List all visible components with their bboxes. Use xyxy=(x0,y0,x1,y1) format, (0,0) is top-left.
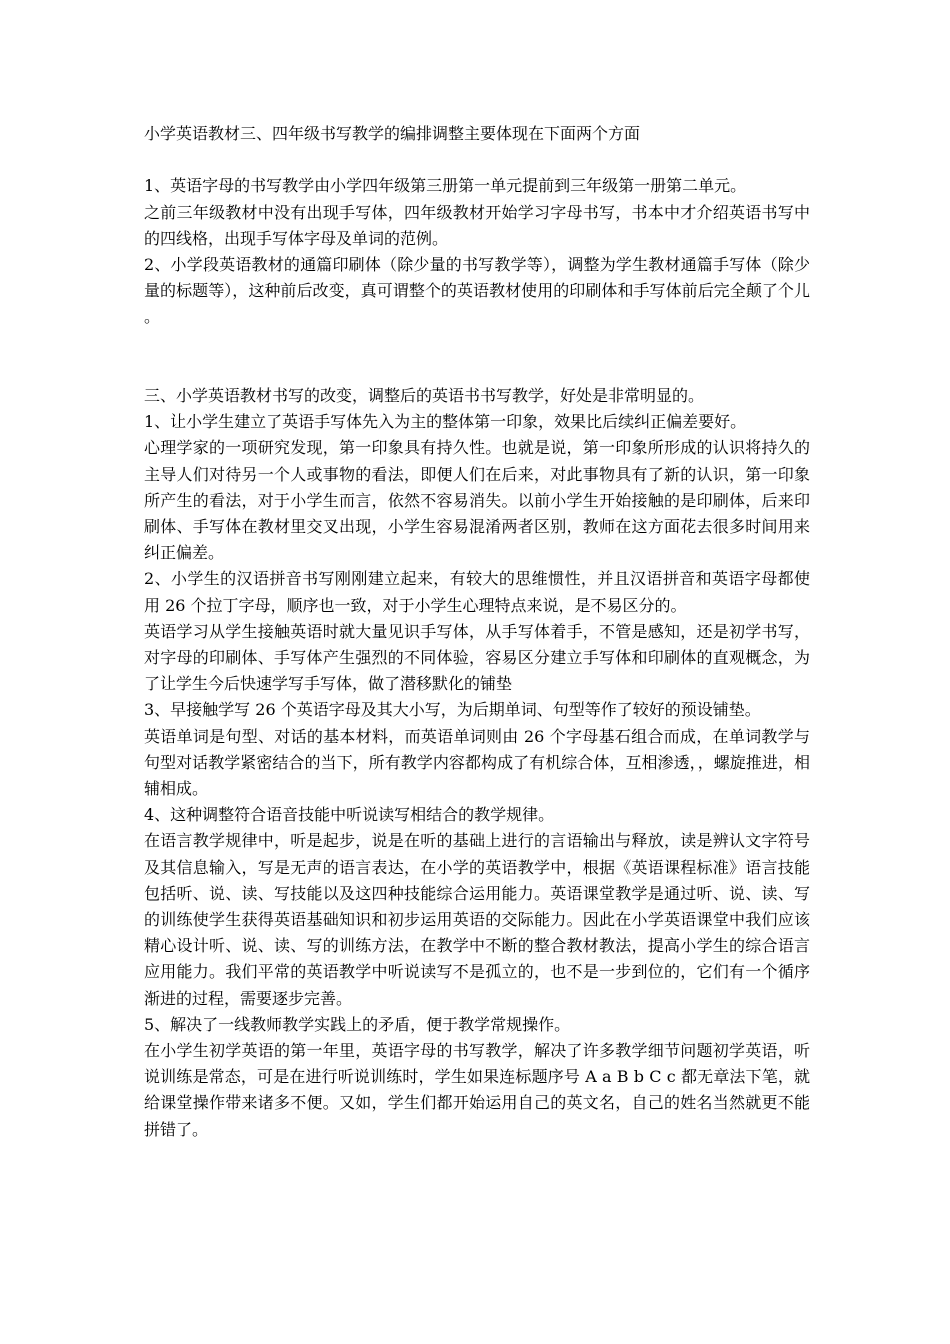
blank-line xyxy=(144,331,810,357)
paragraph: 之前三年级教材中没有出现手写体，四年级教材开始学习字母书写，书本中才介绍英语书写中的四线格，出现手写体字母及单词的范例。 xyxy=(144,202,810,248)
paragraph: 心理学家的一项研究发现，第一印象具有持久性。也就是说，第一印象所形成的认识将持久的主导人们对待另一个人或事物的看法，即便人们在后来，对此事物具有了新的认识，第一印象所产生的看法，对于小学生而言，依然不容易消失。以前小学生开始接触的是印刷体，后来印刷体、手写体在教材里交叉出现，小学生容易混淆两者区别，教师在这方面花去很多时间用来纠正偏差。 xyxy=(144,438,810,563)
paragraph: 2、小学段英语教材的通篇印刷体（除少量的书写教学等），调整为学生教材通篇手写体（除少量的标题等），这种前后改变，真可谓整个的英语教材使用的印刷体和手写体前后完全颠了个儿。 xyxy=(144,255,810,327)
paragraph: 4、这种调整符合语音技能中听说读写相结合的教学规律。 xyxy=(144,805,555,825)
paragraph: 3、早接触学写 26 个英语字母及其大小写，为后期单词、句型等作了较好的预设铺垫。 xyxy=(144,700,761,720)
paragraph: 在小学生初学英语的第一年里，英语字母的书写教学，解决了许多教学细节问题初学英语，听说训练是常态，可是在进行听说训练时，学生如果连标题序号 A a B b C c 都无章法下笔，就给课堂操作带来诸多不便。又如，学生们都开始运用自己的英文名，自己的姓名当然就更不能拼错了。 xyxy=(144,1041,810,1139)
document-title: 小学英语教材三、四年级书写教学的编排调整主要体现在下面两个方面 xyxy=(144,124,641,143)
paragraph: 2、小学生的汉语拼音书写刚刚建立起来，有较大的思维惯性，并且汉语拼音和英语字母都使用 26 个拉丁字母，顺序也一致，对于小学生心理特点来说，是不易区分的。 xyxy=(144,569,810,615)
paragraph: 1、让小学生建立了英语手写体先入为主的整体第一印象，效果比后续纠正偏差要好。 xyxy=(144,412,747,432)
paragraph: 英语单词是句型、对话的基本材料，而英语单词则由 26 个字母基石组合而成，在单词教学与句型对话教学紧密结合的当下，所有教学内容都构成了有机综合体，互相渗透，，螺旋推进，相辅相成。 xyxy=(144,726,810,799)
paragraph: 英语学习从学生接触英语时就大量见识手写体，从手写体着手，不管是感知，还是初学书写，对字母的印刷体、手写体产生强烈的不同体验，容易区分建立手写体和印刷体的直观概念，为了让学生今后快速学写手写体，做了潜移默化的铺垫 xyxy=(144,621,810,694)
section-heading: 三、小学英语教材书写的改变，调整后的英语书书写教学，好处是非常明显的。 xyxy=(144,385,705,405)
paragraph: 5、解决了一线教师教学实践上的矛盾，便于教学常规操作。 xyxy=(144,1014,571,1034)
blank-line xyxy=(144,147,810,173)
document-body xyxy=(144,121,810,1143)
paragraph: 在语言教学规律中，听是起步，说是在听的基础上进行的言语输出与释放，读是辨认文字符号及其信息输入，写是无声的语言表达，在小学的英语教学中，根据《英语课程标准》语言技能包括听、说、读、写技能以及这四种技能综合运用能力。英语课堂教学是通过听、说、读、写的训练使学生获得英语基础知识和初步运用英语的交际能力。因此在小学英语课堂中我们应该精心设计听、说、读、写的训练方法，在教学中不断的整合教材教法，提高小学生的综合语言应用能力。我们平常的英语教学中听说读写不是孤立的，也不是一步到位的，它们有一个循序渐进的过程，需要逐步完善。 xyxy=(144,831,810,1008)
blank-line xyxy=(144,357,810,383)
paragraph: 1、英语字母的书写教学由小学四年级第三册第一单元提前到三年级第一册第二单元。 xyxy=(144,176,747,196)
